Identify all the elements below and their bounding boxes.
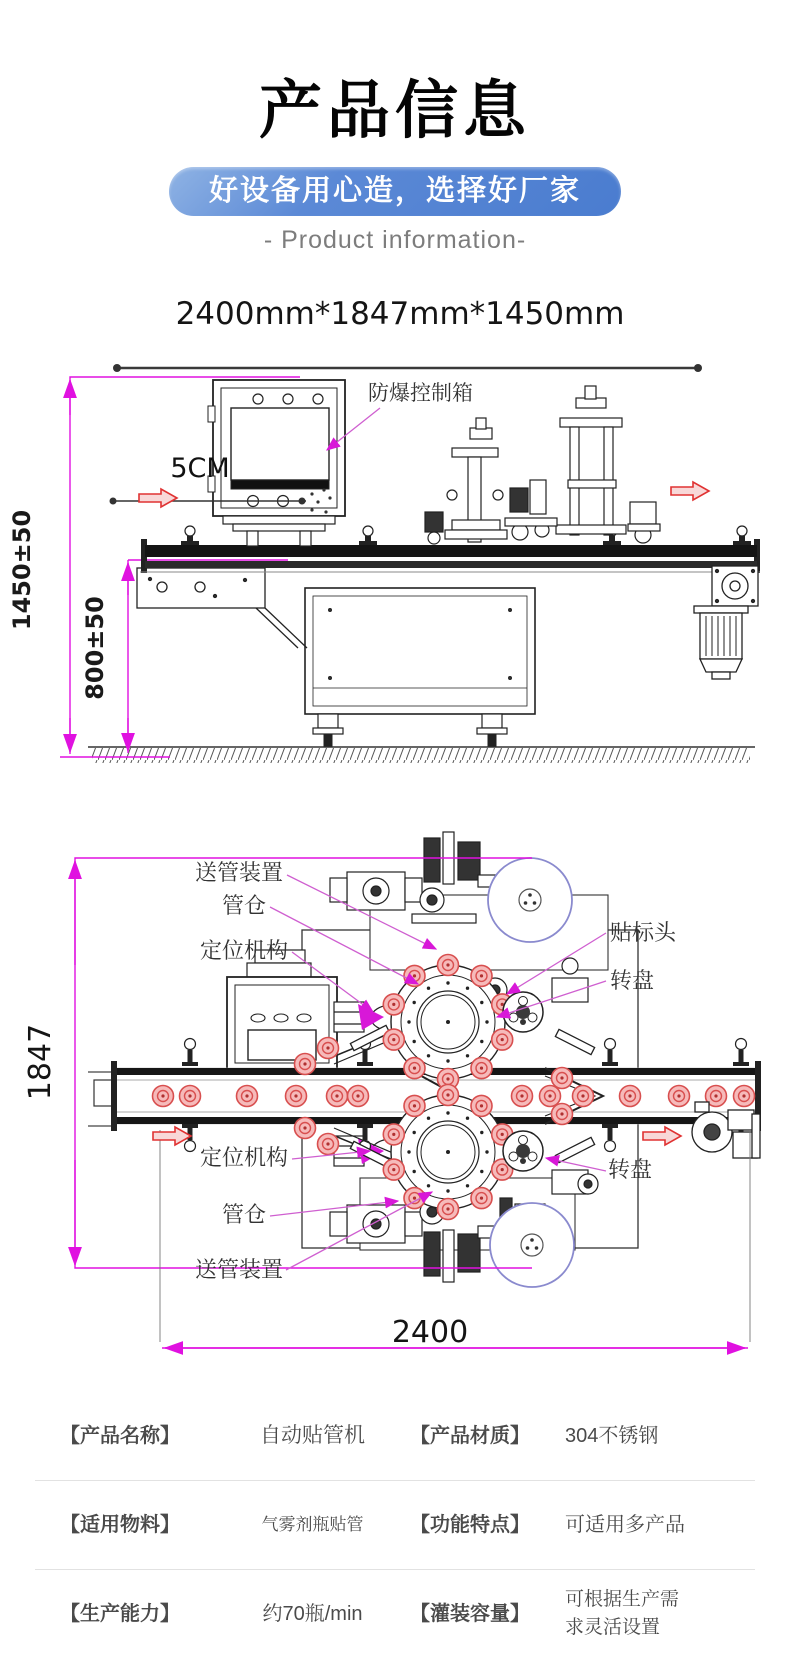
- turntable-top-label: 转盘: [610, 969, 655, 994]
- labeling-head-label: 贴标头: [610, 921, 677, 946]
- table-row: [35, 1480, 755, 1569]
- machine-cabinet: [305, 588, 535, 746]
- control-box-callout: 防爆控制箱: [368, 381, 473, 405]
- spec-value: 可根据生产需求灵活设置: [565, 1589, 680, 1638]
- slogan-banner: 好设备用心造，选择好厂家: [169, 167, 621, 216]
- tube-feeder-top-label: 送管装置: [194, 861, 283, 886]
- spec-label: 【产品名称】: [60, 1424, 180, 1447]
- ground-hatch: [88, 747, 755, 763]
- infeed-platform: [137, 568, 307, 648]
- tube-feeder-bottom-label: 送管装置: [194, 1258, 283, 1283]
- positioner-top-label: 定位机构: [199, 939, 288, 964]
- top-view-diagram: [0, 780, 790, 1365]
- spec-label: 【适用物料】: [60, 1513, 180, 1536]
- flow-arrow-right-icon: [671, 482, 709, 500]
- spec-value: 自动贴管机: [260, 1423, 365, 1447]
- tube-magazine-bottom-label: 管仓: [221, 1203, 266, 1228]
- overall-dimensions-label: 2400mm*1847mm*1450mm: [175, 296, 625, 332]
- positioner-bottom-label: 定位机构: [199, 1146, 288, 1171]
- drive-motor: [694, 566, 758, 679]
- spec-label: 【产品材质】: [410, 1424, 530, 1447]
- gap-dim-label: 5CM: [170, 453, 230, 484]
- labeling-mechanisms: [425, 386, 660, 544]
- label-roll-top: [488, 858, 572, 942]
- turntable-bottom-label: 转盘: [608, 1158, 653, 1183]
- table-row: [35, 1569, 755, 1658]
- spec-label: 【灌装容量】: [410, 1602, 530, 1625]
- spec-value: 约70瓶/min: [262, 1602, 363, 1625]
- spec-value: 气雾剂瓶贴管: [261, 1514, 364, 1534]
- tube-magazine-top-label: 管仓: [221, 894, 266, 919]
- spec-label: 【生产能力】: [60, 1602, 180, 1625]
- table-row: [35, 1392, 755, 1480]
- page-subtitle: - Product information-: [263, 226, 527, 254]
- width-dim-label: 2400: [391, 1315, 469, 1350]
- page-title: 产品信息: [259, 76, 531, 146]
- spec-value: 可适用多产品: [565, 1513, 685, 1536]
- flow-arrow-right-icon: [643, 1127, 681, 1145]
- depth-dim-label: 1847: [23, 1023, 58, 1101]
- side-view-diagram: [0, 280, 790, 775]
- conveyor-height-dim-label: 800±50: [81, 596, 109, 700]
- spec-label: 【功能特点】: [410, 1513, 530, 1536]
- turntable-bottom: [503, 1131, 543, 1171]
- spec-table: [35, 1392, 755, 1658]
- height-dim-label: 1450±50: [8, 509, 36, 631]
- flow-arrow-left-icon: [139, 489, 177, 507]
- turntable-top: [503, 992, 543, 1032]
- spec-value: 304不锈钢: [565, 1424, 659, 1447]
- label-roll-bottom: [490, 1203, 574, 1287]
